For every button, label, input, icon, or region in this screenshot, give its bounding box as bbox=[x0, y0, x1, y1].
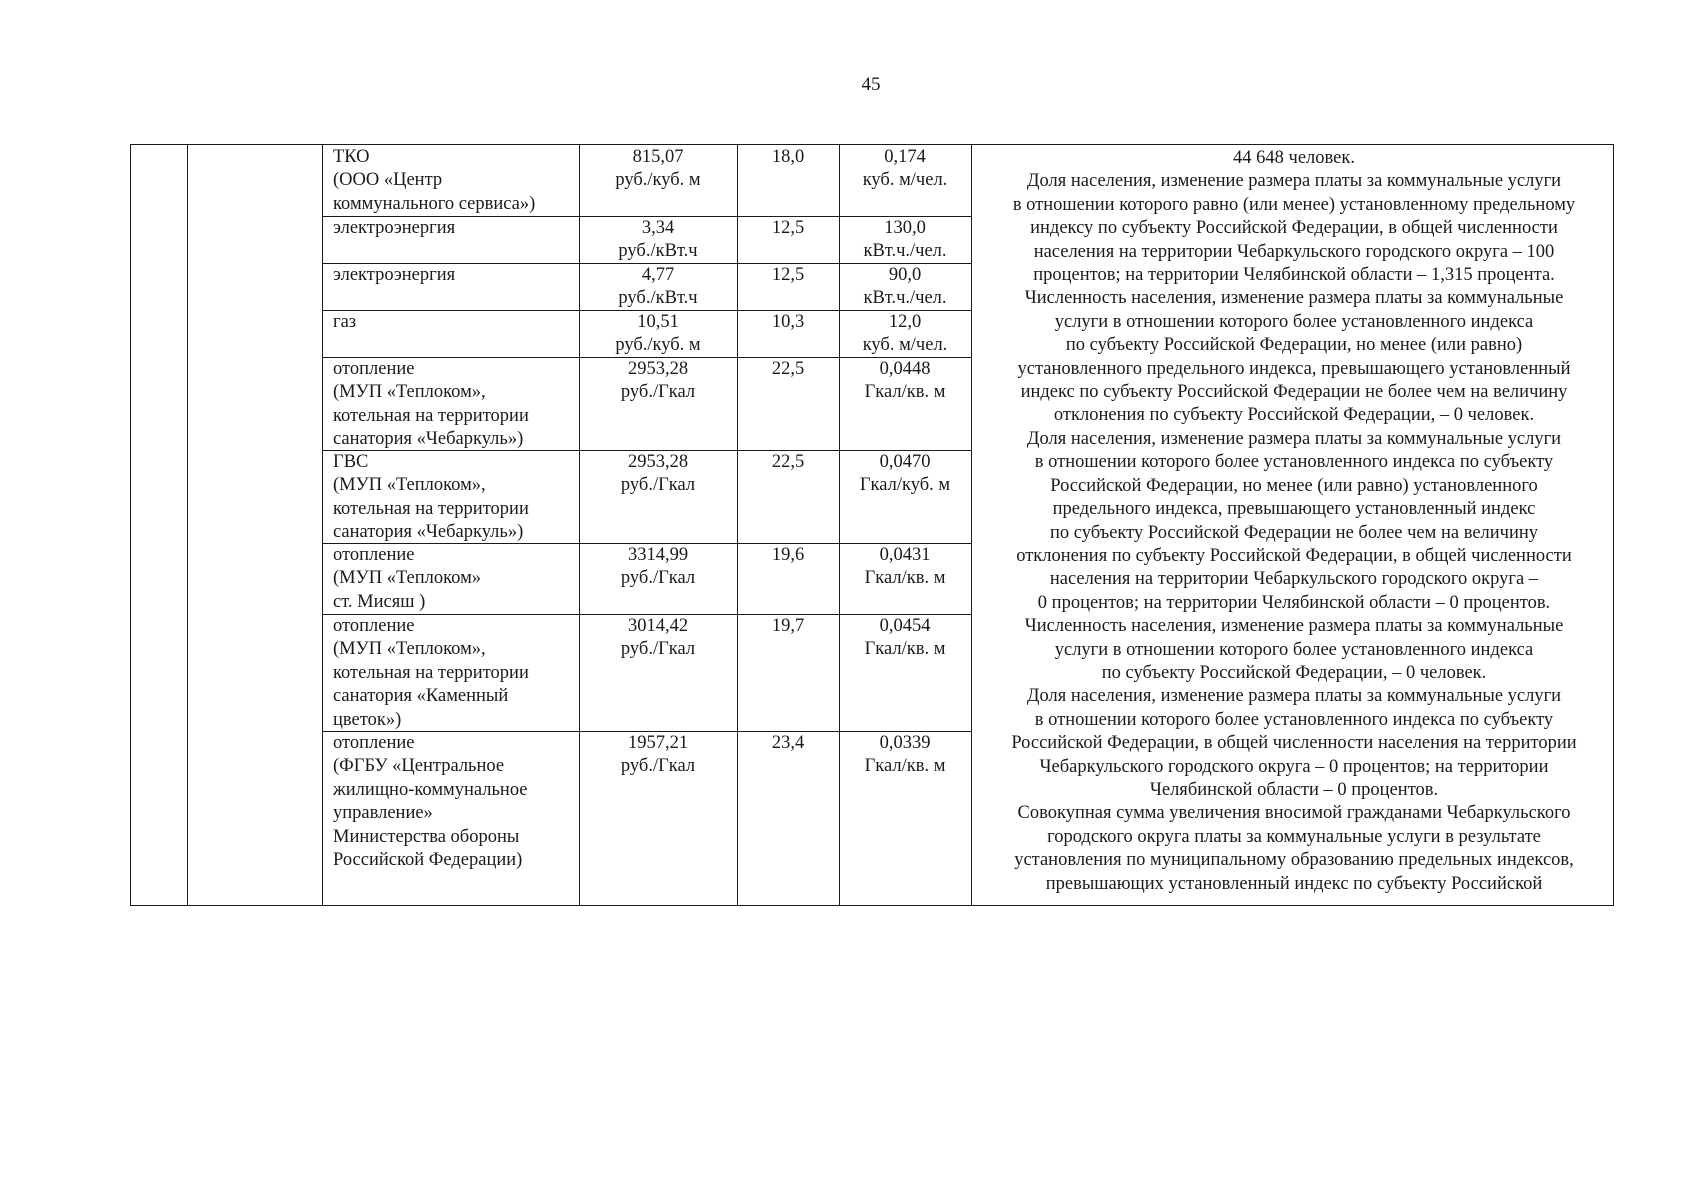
description-line: установленного предельного индекса, превышающего установленный bbox=[1017, 358, 1571, 379]
description-line: населения на территории Чебаркульского городского округа – 100 bbox=[1033, 241, 1555, 262]
service-name-cell bbox=[333, 311, 573, 334]
service-name-cell-line: санатория «Каменный bbox=[333, 686, 509, 707]
service-name-cell-line: электроэнергия bbox=[333, 218, 456, 238]
service-name-cell-line: отопление bbox=[333, 616, 415, 636]
description-line: Совокупная сумма увеличения вносимой гражданами Чебаркульского bbox=[1017, 803, 1571, 824]
tariff-cell-line: руб./Гкал bbox=[620, 568, 696, 589]
service-name-cell bbox=[333, 615, 573, 732]
consumption-norm-cell-line: Гкал/кв. м bbox=[864, 382, 946, 403]
consumption-norm-cell bbox=[839, 451, 971, 498]
consumption-norm-cell bbox=[839, 732, 971, 779]
description-line: Российской Федерации, но менее (или равно) установленного bbox=[1050, 475, 1538, 496]
service-name-cell-line: (МУП «Теплоком», bbox=[333, 382, 486, 403]
tariff-cell bbox=[579, 544, 737, 591]
description-line: установления по муниципальному образованию предельных индексов, bbox=[1014, 850, 1574, 871]
service-name-cell bbox=[333, 146, 573, 216]
percent-cell-line: 12,5 bbox=[771, 265, 805, 285]
service-name-cell-line: (МУП «Теплоком» bbox=[333, 568, 482, 589]
service-name-cell-line: Министерства обороны bbox=[333, 826, 520, 847]
tariff-table bbox=[130, 144, 1614, 906]
service-name-cell-line: управление» bbox=[333, 803, 433, 824]
consumption-norm-cell-line: Гкал/кв. м bbox=[864, 568, 946, 589]
service-name-cell-line: (МУП «Теплоком», bbox=[333, 639, 486, 660]
service-name-cell-line: газ bbox=[333, 312, 357, 332]
tariff-cell-line: руб./Гкал bbox=[620, 756, 696, 777]
description-line: отклонения по субъекту Российской Федерации, в общей численности bbox=[1016, 545, 1572, 566]
tariff-cell-line: руб./кВт.ч bbox=[618, 241, 698, 262]
description-line: по субъекту Российской Федерации не более чем на величину bbox=[1049, 522, 1539, 543]
population-impact-description bbox=[973, 147, 1615, 896]
service-name-cell-line: (МУП «Теплоком», bbox=[333, 475, 486, 496]
tariff-cell-line: руб./куб. м bbox=[615, 335, 701, 356]
service-name-cell-line: санатория «Чебаркуль») bbox=[333, 522, 524, 543]
service-name-cell-line: отопление bbox=[333, 733, 415, 753]
description-line: индексу по субъекту Российской Федерации, в общей численности bbox=[1030, 218, 1558, 239]
consumption-norm-cell bbox=[839, 311, 971, 358]
service-name-cell-line: (ООО «Центр bbox=[333, 170, 443, 191]
service-name-cell bbox=[333, 264, 573, 287]
service-name-cell-line: котельная на территории bbox=[333, 405, 529, 426]
percent-cell-line: 12,5 bbox=[771, 218, 805, 238]
consumption-norm-cell-line: 90,0 bbox=[888, 265, 922, 285]
consumption-norm-cell-line: 130,0 bbox=[884, 218, 926, 238]
tariff-cell-line: 2953,28 bbox=[627, 359, 689, 379]
description-line: Доля населения, изменение размера платы за коммунальные услуги bbox=[1026, 686, 1562, 707]
description-line: по субъекту Российской Федерации, – 0 человек. bbox=[1101, 662, 1487, 683]
tariff-cell-line: руб./Гкал bbox=[620, 382, 696, 403]
tariff-cell bbox=[579, 264, 737, 311]
tariff-cell bbox=[579, 615, 737, 662]
percent-cell bbox=[737, 615, 839, 638]
tariff-cell bbox=[579, 451, 737, 498]
consumption-norm-cell bbox=[839, 358, 971, 405]
percent-cell-line: 19,6 bbox=[771, 545, 805, 565]
description-line: 44 648 человек. bbox=[1233, 148, 1355, 168]
service-name-cell-line: ГВС bbox=[333, 452, 369, 472]
tariff-cell-line: руб./Гкал bbox=[620, 639, 696, 660]
consumption-norm-cell bbox=[839, 217, 971, 264]
service-name-cell bbox=[333, 732, 573, 872]
tariff-cell-line: руб./куб. м bbox=[615, 170, 701, 191]
description-line: услуги в отношении которого более установленного индекса bbox=[1054, 639, 1534, 660]
description-line: процентов; на территории Челябинской области – 1,315 процента. bbox=[1033, 265, 1555, 286]
consumption-norm-cell bbox=[839, 544, 971, 591]
service-name-cell bbox=[333, 544, 573, 614]
percent-cell-line: 22,5 bbox=[771, 359, 805, 379]
service-name-cell-line: электроэнергия bbox=[333, 265, 456, 285]
col-border bbox=[322, 145, 323, 905]
service-name-cell-line: (ФГБУ «Центральное bbox=[333, 756, 505, 777]
consumption-norm-cell-line: 12,0 bbox=[888, 312, 922, 332]
tariff-cell-line: 10,51 bbox=[637, 312, 679, 332]
service-name-cell-line: отопление bbox=[333, 359, 415, 379]
service-name-cell-line: жилищно-коммунальное bbox=[333, 779, 528, 800]
description-line: индекс по субъекту Российской Федерации не более чем на величину bbox=[1020, 382, 1568, 403]
description-line: услуги в отношении которого более установленного индекса bbox=[1054, 311, 1534, 332]
service-name-cell-line: ст. Мисяш ) bbox=[333, 591, 426, 612]
percent-cell bbox=[737, 264, 839, 287]
consumption-norm-cell bbox=[839, 615, 971, 662]
description-line: в отношении которого равно (или менее) установленному предельному bbox=[1012, 194, 1576, 215]
percent-cell-line: 18,0 bbox=[771, 147, 805, 167]
description-line: Челябинской области – 0 процентов. bbox=[1149, 779, 1439, 800]
description-line: в отношении которого более установленного индекса по субъекту bbox=[1034, 709, 1554, 730]
service-name-cell-line: коммунального сервиса») bbox=[333, 193, 536, 214]
percent-cell-line: 19,7 bbox=[771, 616, 805, 636]
consumption-norm-cell-line: 0,0470 bbox=[879, 452, 931, 472]
tariff-cell-line: руб./кВт.ч bbox=[618, 288, 698, 309]
description-line: предельного индекса, превышающего установленный индекс bbox=[1052, 499, 1536, 520]
consumption-norm-cell-line: 0,0454 bbox=[879, 616, 931, 636]
tariff-cell bbox=[579, 311, 737, 358]
percent-cell bbox=[737, 544, 839, 567]
service-name-cell-line: цветок») bbox=[333, 709, 402, 730]
description-line: населения на территории Чебаркульского городского округа – bbox=[1049, 569, 1539, 590]
description-line: по субъекту Российской Федерации, но менее (или равно) bbox=[1065, 335, 1523, 356]
consumption-norm-cell-line: Гкал/куб. м bbox=[859, 475, 951, 496]
col-border bbox=[187, 145, 188, 905]
consumption-norm-cell-line: 0,0448 bbox=[879, 359, 931, 379]
consumption-norm-cell-line: 0,0339 bbox=[879, 733, 931, 753]
description-line: Численность населения, изменение размера платы за коммунальные bbox=[1024, 288, 1564, 309]
service-name-cell-line: Российской Федерации) bbox=[333, 850, 523, 871]
percent-cell-line: 23,4 bbox=[771, 733, 805, 753]
service-name-cell-line: котельная на территории bbox=[333, 662, 529, 683]
description-line: в отношении которого более установленного индекса по субъекту bbox=[1034, 452, 1554, 473]
tariff-cell-line: 1957,21 bbox=[627, 733, 689, 753]
tariff-cell bbox=[579, 146, 737, 193]
tariff-cell-line: 2953,28 bbox=[627, 452, 689, 472]
consumption-norm-cell-line: 0,174 bbox=[884, 147, 926, 167]
service-name-cell bbox=[333, 358, 573, 452]
percent-cell-line: 10,3 bbox=[771, 312, 805, 332]
service-name-cell-line: отопление bbox=[333, 545, 415, 565]
tariff-cell-line: руб./Гкал bbox=[620, 475, 696, 496]
description-line: Чебаркульского городского округа – 0 процентов; на территории bbox=[1039, 756, 1549, 777]
tariff-cell bbox=[579, 217, 737, 264]
tariff-cell-line: 4,77 bbox=[641, 265, 675, 285]
percent-cell bbox=[737, 732, 839, 755]
tariff-cell-line: 815,07 bbox=[632, 147, 684, 167]
consumption-norm-cell-line: кВт.ч./чел. bbox=[863, 241, 947, 262]
description-line: отклонения по субъекту Российской Федерации, – 0 человек. bbox=[1053, 405, 1535, 426]
page-number: 45 bbox=[861, 74, 881, 95]
col-border bbox=[971, 145, 972, 905]
description-line: превышающих установленный индекс по субъекту Российской bbox=[1045, 873, 1543, 894]
consumption-norm-cell-line: Гкал/кв. м bbox=[864, 756, 946, 777]
tariff-cell-line: 3,34 bbox=[641, 218, 675, 238]
consumption-norm-cell-line: куб. м/чел. bbox=[862, 170, 948, 191]
tariff-cell-line: 3314,99 bbox=[627, 545, 689, 565]
tariff-cell bbox=[579, 358, 737, 405]
col-border bbox=[737, 145, 738, 905]
percent-cell bbox=[737, 146, 839, 169]
description-line: городского округа платы за коммунальные услуги в результате bbox=[1047, 826, 1541, 847]
description-line: Численность населения, изменение размера платы за коммунальные bbox=[1024, 616, 1564, 637]
consumption-norm-cell-line: Гкал/кв. м bbox=[864, 639, 946, 660]
service-name-cell-line: котельная на территории bbox=[333, 498, 529, 519]
percent-cell-line: 22,5 bbox=[771, 452, 805, 472]
description-line: 0 процентов; на территории Челябинской области – 0 процентов. bbox=[1037, 592, 1551, 613]
consumption-norm-cell-line: 0,0431 bbox=[879, 545, 931, 565]
percent-cell bbox=[737, 358, 839, 381]
percent-cell bbox=[737, 451, 839, 474]
service-name-cell bbox=[333, 217, 573, 240]
service-name-cell-line: санатория «Чебаркуль») bbox=[333, 429, 524, 450]
consumption-norm-cell-line: кВт.ч./чел. bbox=[863, 288, 947, 309]
tariff-cell-line: 3014,42 bbox=[627, 616, 689, 636]
description-line: Российской Федерации, в общей численности населения на территории bbox=[1011, 733, 1577, 754]
service-name-cell-line: ТКО bbox=[333, 147, 370, 167]
tariff-cell bbox=[579, 732, 737, 779]
consumption-norm-cell-line: куб. м/чел. bbox=[862, 335, 948, 356]
service-name-cell bbox=[333, 451, 573, 545]
description-line: Доля населения, изменение размера платы за коммунальные услуги bbox=[1026, 428, 1562, 449]
percent-cell bbox=[737, 311, 839, 334]
consumption-norm-cell bbox=[839, 146, 971, 193]
consumption-norm-cell bbox=[839, 264, 971, 311]
percent-cell bbox=[737, 217, 839, 240]
description-line: Доля населения, изменение размера платы за коммунальные услуги bbox=[1026, 171, 1562, 192]
